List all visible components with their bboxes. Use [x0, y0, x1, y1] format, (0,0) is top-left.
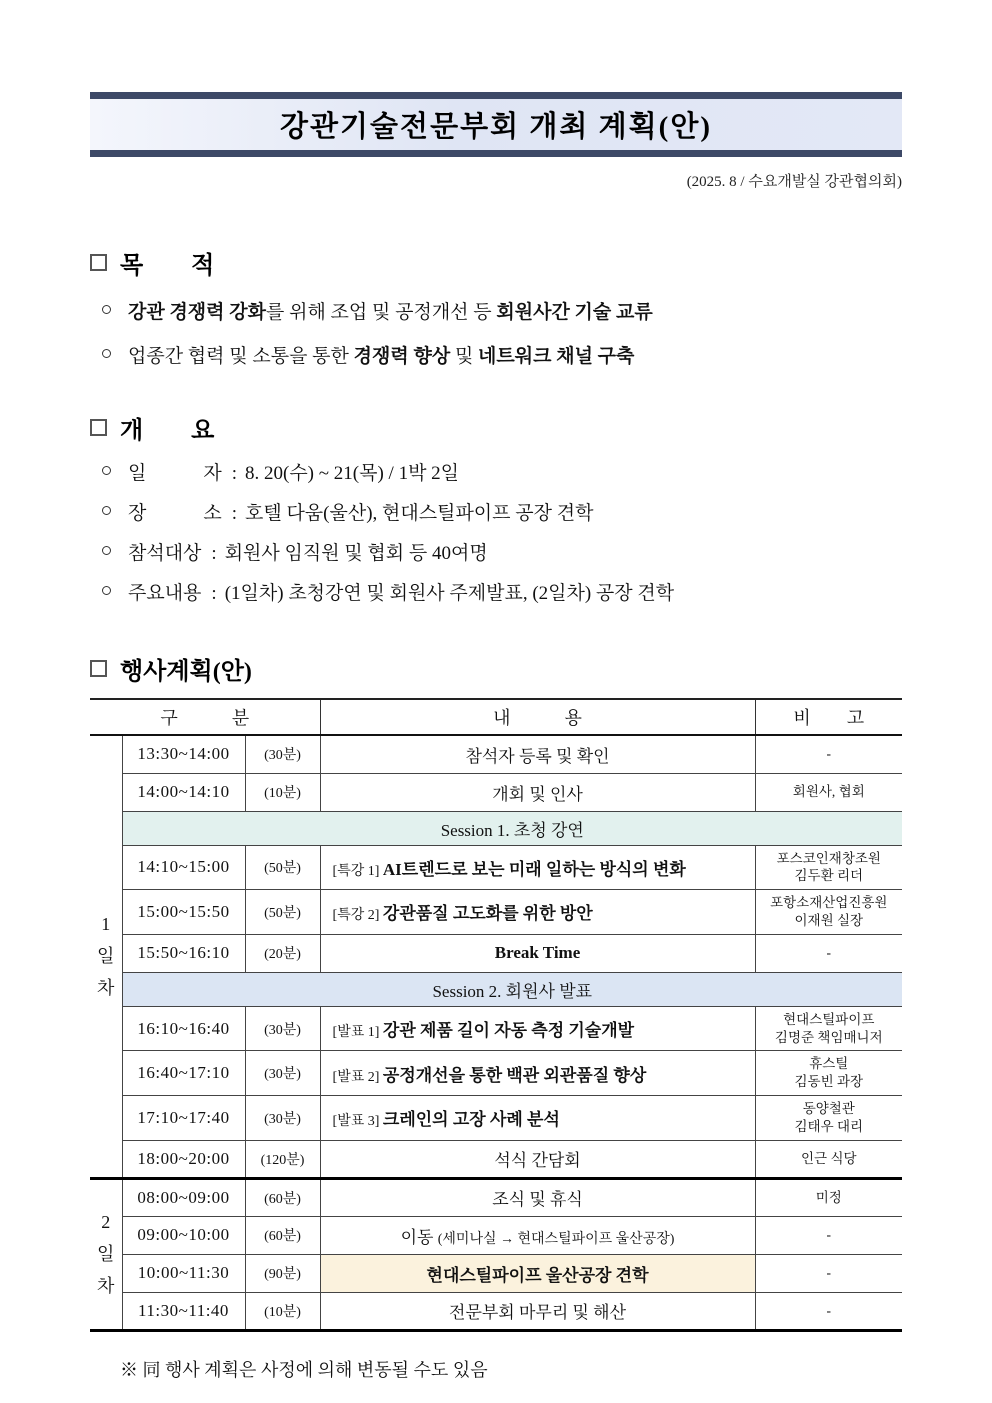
cell-content: 현대스틸파이프 울산공장 견학	[320, 1254, 755, 1292]
cell-duration: (10분)	[245, 773, 320, 811]
cell-duration: (120분)	[245, 1140, 320, 1178]
schedule-row	[90, 1051, 902, 1096]
cell-duration: (20분)	[245, 934, 320, 972]
circle-bullet-icon	[102, 305, 111, 314]
schedule-row	[90, 1096, 902, 1141]
session-row	[90, 972, 902, 1006]
overview-item-place	[102, 498, 902, 525]
schedule-row	[90, 1216, 902, 1254]
cell-time: 10:00~11:30	[122, 1254, 245, 1292]
cell-content: [특강 2] 강관품질 고도화를 위한 방안	[320, 890, 755, 935]
title-banner	[90, 92, 902, 157]
cell-duration: (30분)	[245, 1096, 320, 1141]
schedule-row	[90, 1292, 902, 1330]
purpose-bullet-2	[102, 341, 902, 368]
cell-note: 포스코인재창조원 김두환 리더	[755, 845, 902, 890]
banner-bottom-bar	[90, 150, 902, 157]
overview-colon: :	[231, 463, 237, 484]
section-heading-purpose	[90, 245, 902, 280]
schedule-table-body	[90, 735, 902, 1330]
overview-value: 호텔 다움(울산), 현대스틸파이프 공장 견학	[245, 503, 594, 524]
overview-value: (1일차) 초청강연 및 회원사 주제발표, (2일차) 공장 견학	[224, 583, 675, 604]
overview-label: 참석대상	[128, 543, 202, 564]
cell-content: [발표 1] 강관 제품 길이 자동 측정 기술개발	[320, 1006, 755, 1051]
cell-duration: (30분)	[245, 1051, 320, 1096]
overview-item-date	[102, 458, 902, 485]
cell-content: Break Time	[320, 934, 755, 972]
purpose-bullet-1-text: 강관 경쟁력 강화를 위해 조업 및 공정개선 등 회원사간 기술 교류	[128, 302, 653, 323]
cell-duration: (60분)	[245, 1216, 320, 1254]
schedule-row	[90, 934, 902, 972]
section-heading-schedule-label: 행사계획(안)	[120, 659, 252, 685]
schedule-row	[90, 735, 902, 773]
schedule-row	[90, 773, 902, 811]
banner-top-bar	[90, 92, 902, 99]
schedule-table	[90, 698, 902, 1332]
cell-note: 현대스틸파이프 김명준 책임매니저	[755, 1006, 902, 1051]
cell-duration: (50분)	[245, 845, 320, 890]
cell-duration: (10분)	[245, 1292, 320, 1330]
schedule-row	[90, 1254, 902, 1292]
cell-content: 조식 및 휴식	[320, 1178, 755, 1216]
day-label: 2 일 차	[90, 1178, 122, 1330]
overview-item-attendees	[102, 538, 902, 565]
schedule-row	[90, 845, 902, 890]
schedule-row	[90, 1006, 902, 1051]
cell-time: 16:40~17:10	[122, 1051, 245, 1096]
overview-item-main-content	[102, 578, 902, 605]
cell-time: 11:30~11:40	[122, 1292, 245, 1330]
cell-time: 14:00~14:10	[122, 773, 245, 811]
purpose-bullet-1	[102, 297, 902, 324]
cell-duration: (60분)	[245, 1178, 320, 1216]
cell-content: [특강 1] AI트렌드로 보는 미래 일하는 방식의 변화	[320, 845, 755, 890]
page-title: 강관기술전문부회 개최 계획(안)	[280, 111, 712, 143]
cell-note: -	[755, 934, 902, 972]
cell-note: 동양철관 김태우 대리	[755, 1096, 902, 1141]
schedule-row	[90, 1178, 902, 1216]
cell-note: -	[755, 1216, 902, 1254]
cell-content: [발표 2] 공정개선을 통한 백관 외관품질 향상	[320, 1051, 755, 1096]
overview-value: 8. 20(수) ~ 21(목) / 1박 2일	[245, 463, 460, 484]
overview-label: 장 소	[128, 503, 222, 524]
cell-time: 09:00~10:00	[122, 1216, 245, 1254]
cell-note: 인근 식당	[755, 1140, 902, 1178]
cell-time: 17:10~17:40	[122, 1096, 245, 1141]
schedule-header-note: 비 고	[793, 708, 865, 728]
schedule-header-row	[90, 699, 902, 735]
day-label: 1 일 차	[90, 735, 122, 1178]
doc-date-caption: (2025. 8 / 수요개발실 강관협의회)	[686, 174, 902, 190]
cell-content: 전문부회 마무리 및 해산	[320, 1292, 755, 1330]
cell-note: -	[755, 735, 902, 773]
cell-duration: (30분)	[245, 1006, 320, 1051]
cell-content: 참석자 등록 및 확인	[320, 735, 755, 773]
banner-body	[90, 99, 902, 150]
cell-content: 석식 간담회	[320, 1140, 755, 1178]
overview-label: 주요내용	[128, 583, 202, 604]
schedule-header-category: 구 분	[90, 699, 320, 735]
cell-content: 개회 및 인사	[320, 773, 755, 811]
cell-note: 미정	[755, 1178, 902, 1216]
cell-time: 18:00~20:00	[122, 1140, 245, 1178]
checkbox-square-icon	[90, 419, 107, 436]
section-heading-overview-label: 개 요	[120, 418, 215, 444]
cell-note: 회원사, 협회	[755, 773, 902, 811]
section-heading-overview	[90, 410, 902, 445]
overview-colon: :	[211, 583, 217, 604]
cell-time: 14:10~15:00	[122, 845, 245, 890]
section-heading-purpose-label: 목 적	[120, 253, 215, 279]
cell-content: 이동 (세미나실 → 현대스틸파이프 울산공장)	[320, 1216, 755, 1254]
overview-colon: :	[211, 543, 217, 564]
cell-time: 15:00~15:50	[122, 890, 245, 935]
footnote: ※ 同 행사 계획은 사정에 의해 변동될 수도 있음	[120, 1359, 488, 1380]
schedule-header-content: 내 용	[320, 699, 755, 735]
cell-note: -	[755, 1292, 902, 1330]
session-title: Session 2. 회원사 발표	[122, 972, 902, 1006]
cell-content: [발표 3] 크레인의 고장 사례 분석	[320, 1096, 755, 1141]
cell-duration: (30분)	[245, 735, 320, 773]
schedule-row	[90, 1140, 902, 1178]
cell-time: 15:50~16:10	[122, 934, 245, 972]
cell-note: 포항소재산업진흥원 이재원 실장	[755, 890, 902, 935]
overview-value: 회원사 임직원 및 협회 등 40여명	[224, 543, 488, 564]
circle-bullet-icon	[102, 466, 111, 475]
circle-bullet-icon	[102, 349, 111, 358]
session-title: Session 1. 초청 강연	[122, 811, 902, 845]
cell-note: -	[755, 1254, 902, 1292]
cell-duration: (50분)	[245, 890, 320, 935]
cell-time: 16:10~16:40	[122, 1006, 245, 1051]
cell-note: 휴스틸 김동빈 과장	[755, 1051, 902, 1096]
checkbox-square-icon	[90, 660, 107, 677]
cell-time: 08:00~09:00	[122, 1178, 245, 1216]
cell-duration: (90분)	[245, 1254, 320, 1292]
overview-colon: :	[231, 503, 237, 524]
overview-label: 일 자	[128, 463, 222, 484]
circle-bullet-icon	[102, 546, 111, 555]
circle-bullet-icon	[102, 506, 111, 515]
purpose-bullet-2-text: 업종간 협력 및 소통을 통한 경쟁력 향상 및 네트워크 채널 구축	[128, 346, 635, 367]
session-row	[90, 811, 902, 845]
section-heading-schedule	[90, 651, 902, 686]
cell-time: 13:30~14:00	[122, 735, 245, 773]
schedule-row	[90, 890, 902, 935]
checkbox-square-icon	[90, 254, 107, 271]
circle-bullet-icon	[102, 586, 111, 595]
